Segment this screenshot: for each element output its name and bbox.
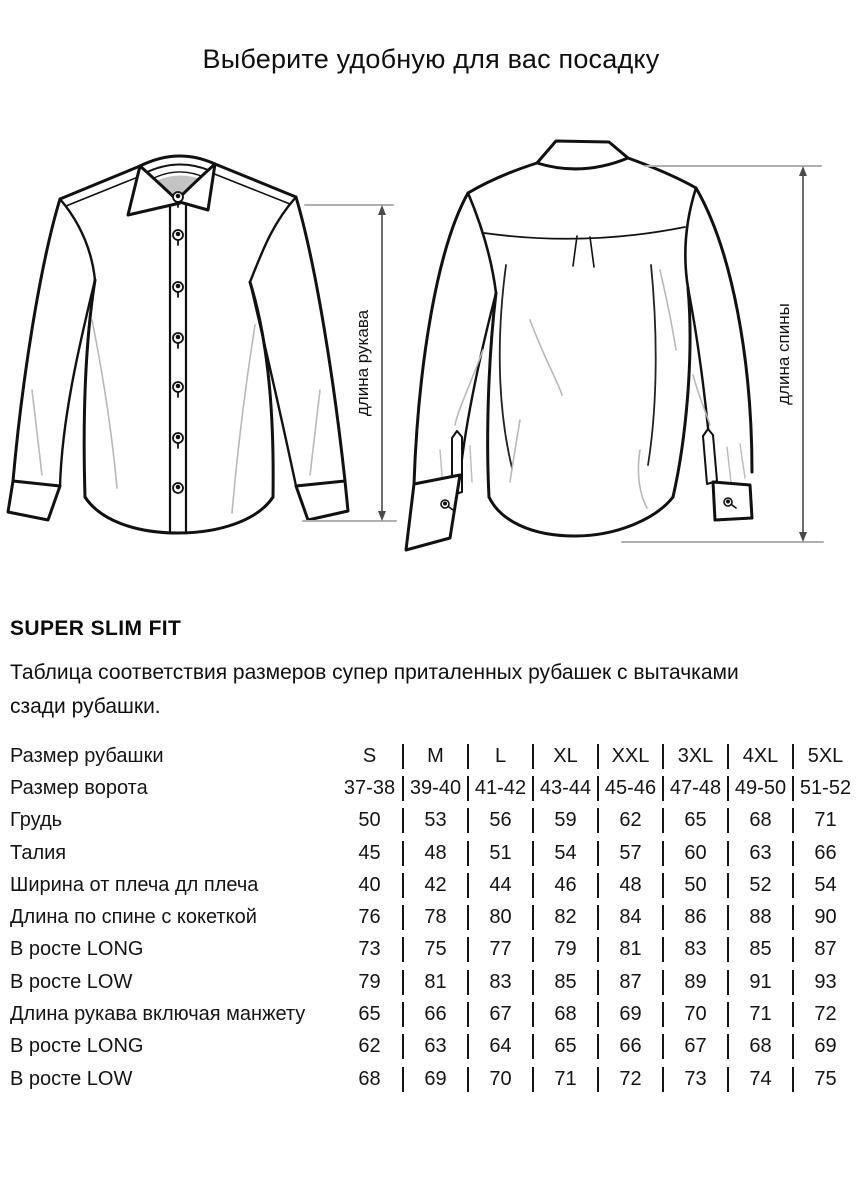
size-value-cell: 84 [597, 905, 662, 930]
sleeve-length-label: длина рукава [353, 309, 372, 417]
size-value-cell: 50 [662, 873, 727, 898]
row-label: Длина рукава включая манжету [10, 1003, 306, 1026]
table-row [0, 966, 857, 998]
size-value-cell: 51-52 [792, 776, 857, 801]
section-description [10, 656, 739, 724]
description-line-2: сзади рубашки. [10, 695, 161, 718]
table-row [0, 901, 857, 933]
size-value-cell: 39-40 [402, 776, 467, 801]
size-value-cell: 40 [358, 873, 381, 896]
size-value-cell: 56 [467, 808, 532, 833]
size-value-cell: 66 [597, 1034, 662, 1059]
size-value-cell: 42 [402, 873, 467, 898]
description-line-1: Таблица соответствия размеров супер приталенных рубашек с вытачками [10, 661, 739, 684]
size-value-cell: 72 [597, 1067, 662, 1092]
size-value-cell: 44 [467, 873, 532, 898]
size-value-cell: 71 [727, 1002, 792, 1027]
front-shirt-illustration [8, 156, 348, 533]
size-value-cell: 68 [727, 1034, 792, 1059]
row-label: Грудь [10, 809, 63, 832]
size-value-cell: 37-38 [343, 776, 396, 799]
size-value-cell: 79 [532, 937, 597, 962]
size-value-cell: 79 [358, 970, 381, 993]
back-length-label: длина спины [774, 303, 793, 405]
size-table [0, 740, 857, 1095]
size-value-cell: 53 [402, 808, 467, 833]
size-value-cell: 89 [662, 970, 727, 995]
size-value-cell: 68 [532, 1002, 597, 1027]
size-value-cell: 43-44 [532, 776, 597, 801]
table-row [0, 869, 857, 901]
section-heading: SUPER SLIM FIT [10, 617, 182, 640]
size-value-cell: 47-48 [662, 776, 727, 801]
size-value-cell: 65 [662, 808, 727, 833]
size-value-cell: 85 [727, 937, 792, 962]
size-value-cell: 80 [467, 905, 532, 930]
size-value-cell: 4XL [727, 744, 792, 769]
size-value-cell: 68 [727, 808, 792, 833]
row-label: Длина по спине с кокеткой [10, 906, 257, 929]
table-row [0, 837, 857, 869]
size-value-cell: 81 [597, 937, 662, 962]
size-value-cell: 67 [467, 1002, 532, 1027]
size-value-cell: 65 [358, 1003, 381, 1026]
row-label: В росте LONG [10, 1035, 144, 1058]
size-value-cell: 70 [467, 1067, 532, 1092]
page-title: Выберите удобную для вас посадку [202, 44, 660, 74]
row-label: В росте LOW [10, 970, 133, 993]
size-value-cell: 82 [532, 905, 597, 930]
size-value-cell: 45-46 [597, 776, 662, 801]
size-value-cell: 48 [402, 841, 467, 866]
size-value-cell: 71 [792, 808, 857, 833]
size-value-cell: 3XL [662, 744, 727, 769]
size-value-cell: XL [532, 744, 597, 769]
size-value-cell: 74 [727, 1067, 792, 1092]
size-value-cell: 72 [792, 1002, 857, 1027]
row-label: В росте LONG [10, 938, 144, 961]
size-value-cell: 73 [662, 1067, 727, 1092]
size-value-cell: 62 [358, 1035, 381, 1058]
size-value-cell: 46 [532, 873, 597, 898]
size-value-cell: 90 [792, 905, 857, 930]
size-value-cell: 64 [467, 1034, 532, 1059]
size-value-cell: 51 [467, 841, 532, 866]
size-value-cell: 66 [402, 1002, 467, 1027]
size-value-cell: XXL [597, 744, 662, 769]
size-value-cell: 85 [532, 970, 597, 995]
size-value-cell: 63 [727, 841, 792, 866]
size-value-cell: 87 [597, 970, 662, 995]
table-row [0, 740, 857, 772]
size-value-cell: 76 [358, 906, 381, 929]
size-value-cell: 93 [792, 970, 857, 995]
size-value-cell: 57 [597, 841, 662, 866]
size-value-cell: 67 [662, 1034, 727, 1059]
row-label: Талия [10, 841, 67, 864]
size-value-cell: 71 [532, 1067, 597, 1092]
size-value-cell: 49-50 [727, 776, 792, 801]
table-row [0, 934, 857, 966]
size-value-cell: 41-42 [467, 776, 532, 801]
size-value-cell: 78 [402, 905, 467, 930]
table-row [0, 1063, 857, 1095]
front-buttons [173, 192, 183, 493]
row-label: В росте LOW [10, 1067, 133, 1090]
size-value-cell: 5XL [792, 744, 857, 769]
size-value-cell: 69 [402, 1067, 467, 1092]
row-label: Размер рубашки [10, 744, 164, 767]
size-value-cell: 68 [358, 1067, 381, 1090]
table-row [0, 1031, 857, 1063]
size-value-cell: 52 [727, 873, 792, 898]
table-row [0, 998, 857, 1030]
size-value-cell: 91 [727, 970, 792, 995]
size-value-cell: 66 [792, 841, 857, 866]
size-value-cell: 60 [662, 841, 727, 866]
size-value-cell: 75 [792, 1067, 857, 1092]
table-row [0, 772, 857, 804]
size-value-cell: 77 [467, 937, 532, 962]
table-row [0, 805, 857, 837]
size-value-cell: 75 [402, 937, 467, 962]
size-value-cell: M [402, 744, 467, 769]
size-value-cell: 54 [532, 841, 597, 866]
sleeve-length-dimension [303, 205, 396, 521]
size-value-cell: 87 [792, 937, 857, 962]
size-value-cell: L [467, 744, 532, 769]
size-value-cell: S [362, 744, 377, 767]
size-value-cell: 69 [597, 1002, 662, 1027]
size-value-cell: 83 [662, 937, 727, 962]
size-value-cell: 70 [662, 1002, 727, 1027]
size-value-cell: 62 [597, 808, 662, 833]
row-label: Ширина от плеча дл плеча [10, 873, 259, 896]
size-value-cell: 69 [792, 1034, 857, 1059]
size-value-cell: 81 [402, 970, 467, 995]
size-value-cell: 45 [358, 841, 381, 864]
size-value-cell: 83 [467, 970, 532, 995]
size-value-cell: 73 [358, 938, 381, 961]
shirts-diagram [0, 120, 862, 600]
size-value-cell: 48 [597, 873, 662, 898]
size-value-cell: 50 [358, 809, 381, 832]
size-value-cell: 63 [402, 1034, 467, 1059]
size-value-cell: 59 [532, 808, 597, 833]
size-value-cell: 65 [532, 1034, 597, 1059]
size-value-cell: 86 [662, 905, 727, 930]
size-value-cell: 54 [792, 873, 857, 898]
back-shirt-illustration [406, 141, 752, 550]
size-value-cell: 88 [727, 905, 792, 930]
row-label: Размер ворота [10, 776, 148, 799]
back-cuff-buttons [441, 498, 736, 510]
